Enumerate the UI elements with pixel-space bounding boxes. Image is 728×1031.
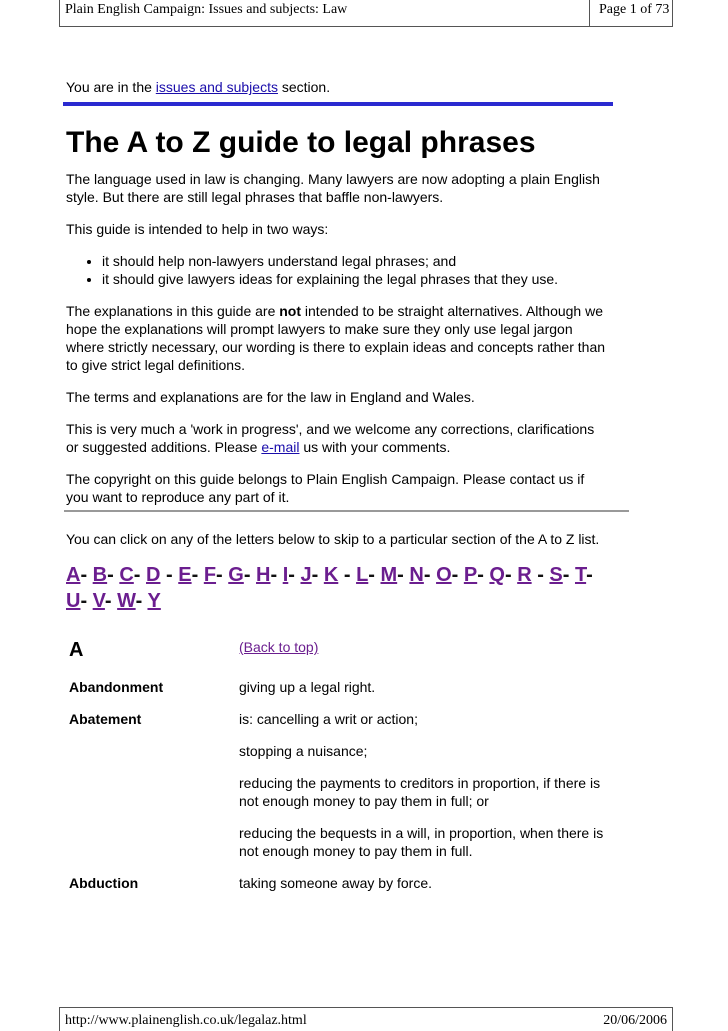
az-letter-link-y[interactable]: Y xyxy=(147,590,161,612)
list-item: • it should give lawyers ideas for explaining the legal phrases that they use. xyxy=(102,270,606,288)
az-letter-link-u[interactable]: U xyxy=(66,590,81,612)
az-separator: - xyxy=(80,590,93,612)
back-to-top-link[interactable]: (Back to top) xyxy=(239,639,319,655)
glossary-table xyxy=(66,638,606,892)
az-letter-link-f[interactable]: F xyxy=(203,564,217,586)
az-separator: - xyxy=(107,564,120,586)
intro-paragraph-2: This guide is intended to help in two ways: xyxy=(66,221,329,237)
az-intro: You can click on any of the letters below to skip to a particular section of the A to Z list. xyxy=(66,531,600,547)
az-letter-nav xyxy=(66,562,606,614)
az-separator: - xyxy=(397,564,410,586)
text: us with your comments. xyxy=(303,439,451,455)
az-letter-link-s[interactable]: S xyxy=(549,564,563,586)
az-letter-link-q[interactable]: Q xyxy=(489,564,505,586)
az-separator: - xyxy=(368,564,381,586)
az-separator: - xyxy=(288,564,301,586)
email-link[interactable]: e-mail xyxy=(261,439,300,455)
definition: is: cancelling a writ or action; xyxy=(239,711,418,727)
az-letter-link-a[interactable]: A xyxy=(66,564,81,586)
intro-bullet-list xyxy=(66,252,606,288)
az-separator: - xyxy=(531,564,550,586)
az-separator: - xyxy=(504,564,518,586)
az-letter-link-e[interactable]: E xyxy=(178,564,192,586)
az-separator: - xyxy=(104,590,118,612)
az-letter-link-t[interactable]: T xyxy=(574,564,587,586)
page-header xyxy=(59,0,673,27)
az-letter-link-d[interactable]: D xyxy=(146,564,161,586)
table-row xyxy=(66,678,606,696)
az-separator: - xyxy=(423,564,437,586)
intro-paragraph-3 xyxy=(66,302,606,374)
text: This is very much a 'work in progress', and we welcome any corrections, clarifications or suggested additions. Please xyxy=(66,421,595,455)
az-separator: - xyxy=(451,564,464,586)
az-letter-link-p[interactable]: P xyxy=(463,564,478,586)
intro-paragraph-1: The language used in law is changing. Many lawyers are now adopting a plain English style. But there are still legal phrases that baffle non-lawyers. xyxy=(66,171,600,205)
issues-and-subjects-link[interactable]: issues and subjects xyxy=(155,79,278,95)
az-separator: - xyxy=(135,590,148,612)
az-letter-link-n[interactable]: N xyxy=(409,564,424,586)
header-divider xyxy=(589,0,590,26)
page-number: Page 1 of 73 xyxy=(599,2,670,17)
intro-paragraph-6: The copyright on this guide belongs to Plain English Campaign. Please contact us if you want to reproduce any part of it. xyxy=(66,471,585,505)
gray-divider xyxy=(64,510,629,512)
breadcrumb-suffix: section. xyxy=(281,79,331,95)
az-letter-link-k[interactable]: K xyxy=(323,564,339,586)
az-separator: - xyxy=(477,564,490,586)
table-row xyxy=(66,710,606,860)
az-separator: - xyxy=(160,564,179,586)
az-letter-link-i[interactable]: I xyxy=(282,564,289,586)
section-heading-row xyxy=(66,638,606,678)
definition: giving up a legal right. xyxy=(239,679,376,695)
az-separator: - xyxy=(586,564,593,586)
az-separator: - xyxy=(216,564,229,586)
definition: reducing the payments to creditors in proportion, if there is not enough money to pay them in full; or xyxy=(239,775,601,809)
az-letter-link-j[interactable]: J xyxy=(300,564,312,586)
breadcrumb xyxy=(66,78,606,96)
document-title: Plain English Campaign: Issues and subjects: Law xyxy=(65,2,348,17)
az-separator: - xyxy=(191,564,204,586)
term: Abatement xyxy=(69,711,142,727)
blue-divider xyxy=(63,102,613,106)
az-letter-link-g[interactable]: G xyxy=(228,564,244,586)
list-item: • it should help non-lawyers understand legal phrases; and xyxy=(102,252,606,270)
intro-paragraph-4: The terms and explanations are for the law in England and Wales. xyxy=(66,389,475,405)
az-separator: - xyxy=(243,564,257,586)
az-letter-link-r[interactable]: R xyxy=(517,564,532,586)
intro-paragraph-5 xyxy=(66,420,606,456)
text: The explanations in this guide are xyxy=(66,303,276,319)
az-letter-link-h[interactable]: H xyxy=(256,564,271,586)
term: Abandonment xyxy=(69,679,164,695)
definition: reducing the bequests in a will, in proportion, when there is not enough money to pay them in full. xyxy=(239,825,604,859)
az-letter-link-v[interactable]: V xyxy=(92,590,105,612)
emphasis-text: not xyxy=(279,303,302,319)
table-row xyxy=(66,874,606,892)
az-letter-link-l[interactable]: L xyxy=(356,564,369,586)
az-letter-link-w[interactable]: W xyxy=(117,590,136,612)
az-separator: - xyxy=(133,564,147,586)
term: Abduction xyxy=(69,875,139,891)
print-date: 20/06/2006 xyxy=(603,1013,667,1028)
az-letter-link-c[interactable]: C xyxy=(119,564,134,586)
az-letter-link-m[interactable]: M xyxy=(380,564,398,586)
az-separator: - xyxy=(80,564,93,586)
az-letter-link-o[interactable]: O xyxy=(436,564,452,586)
section-letter: A xyxy=(69,639,84,661)
az-separator: - xyxy=(270,564,283,586)
page-footer xyxy=(59,1007,673,1031)
definition: taking someone away by force. xyxy=(239,875,432,891)
page-title: The A to Z guide to legal phrases xyxy=(66,126,536,159)
source-url: http://www.plainenglish.co.uk/legalaz.html xyxy=(65,1013,307,1028)
main-content xyxy=(66,78,606,906)
az-separator: - xyxy=(311,564,324,586)
az-letter-link-b[interactable]: B xyxy=(92,564,108,586)
az-separator: - xyxy=(562,564,575,586)
definition: stopping a nuisance; xyxy=(239,743,368,759)
breadcrumb-prefix: You are in the xyxy=(66,79,152,95)
az-separator: - xyxy=(338,564,357,586)
text: intended to be straight alternatives. Although we hope the explanations will prompt lawyers to make sure they only use legal jargon where strictly necessary, our wording is there to explain ideas and concepts rather than to give strict legal definitions. xyxy=(66,303,606,373)
